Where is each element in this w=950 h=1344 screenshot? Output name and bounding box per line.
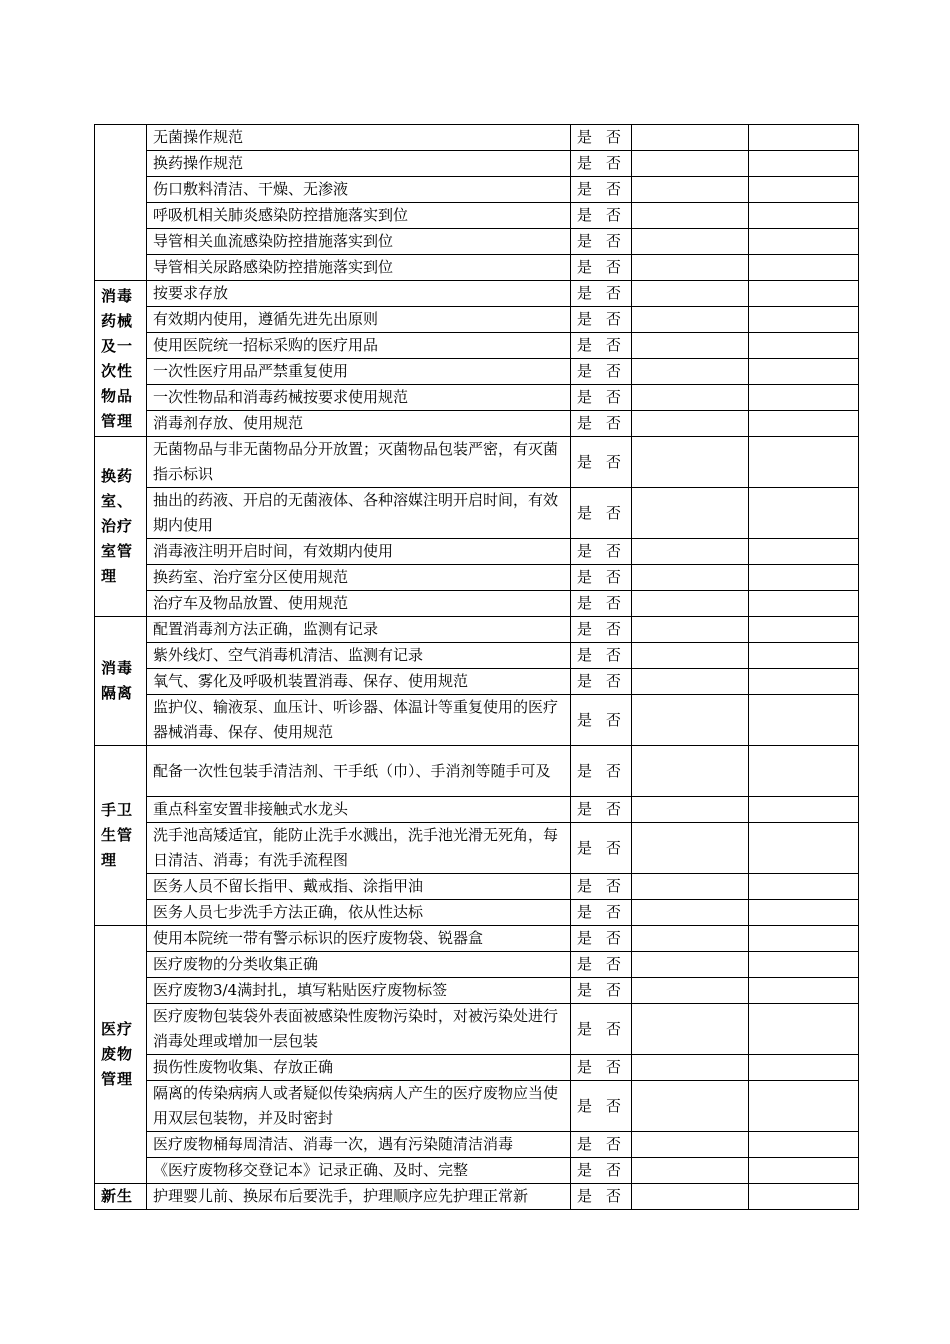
table-row [95,333,859,359]
check-item-text: 监护仪、输液泵、血压计、听诊器、体温计等重复使用的医疗器械消毒、保存、使用规范 [147,695,571,746]
yes-no-cell[interactable] [571,695,632,746]
no-option[interactable]: 否 [606,929,622,947]
blank-cell[interactable] [632,746,749,797]
yes-no-cell[interactable] [571,359,632,385]
blank-cell[interactable] [632,1158,749,1184]
blank-cell[interactable] [749,823,859,874]
no-option[interactable]: 否 [606,800,622,818]
blank-cell[interactable] [749,488,859,539]
table-row [95,823,859,874]
no-option[interactable]: 否 [606,672,622,690]
blank-cell[interactable] [632,617,749,643]
yes-no-cell[interactable] [571,746,632,797]
yes-no-cell[interactable] [571,125,632,151]
blank-cell[interactable] [632,823,749,874]
check-item-text: 《医疗废物移交登记本》记录正确、及时、完整 [147,1158,571,1184]
table-row [95,125,859,151]
table-row [95,643,859,669]
blank-cell[interactable] [749,255,859,281]
no-option[interactable]: 否 [606,981,622,999]
yes-option[interactable]: 是 [577,154,593,172]
blank-cell[interactable] [632,1081,749,1132]
no-option[interactable]: 否 [606,206,622,224]
check-item-text: 无菌物品与非无菌物品分开放置；灭菌物品包装严密，有灭菌指示标识 [147,437,571,488]
blank-cell[interactable] [749,1055,859,1081]
blank-cell[interactable] [632,797,749,823]
blank-cell[interactable] [632,539,749,565]
blank-cell[interactable] [632,591,749,617]
yes-no-cell[interactable] [571,978,632,1004]
check-item-text: 配备一次性包装手清洁剂、干手纸（巾）、手消剂等随手可及 [147,746,571,797]
yes-no-cell[interactable] [571,333,632,359]
yes-no-cell[interactable] [571,437,632,488]
check-item-text: 抽出的药液、开启的无菌液体、各种溶媒注明开启时间，有效期内使用 [147,488,571,539]
category-cell: 换药室、治疗室管理 [95,437,147,617]
blank-cell[interactable] [632,333,749,359]
no-option[interactable]: 否 [606,594,622,612]
check-item-text: 洗手池高矮适宜，能防止洗手水溅出，洗手池光滑无死角，每日清洁、消毒；有洗手流程图 [147,823,571,874]
blank-cell[interactable] [749,1004,859,1055]
blank-cell[interactable] [749,1081,859,1132]
blank-cell[interactable] [749,617,859,643]
table-row [95,307,859,333]
yes-option[interactable]: 是 [577,180,593,198]
yes-no-cell[interactable] [571,823,632,874]
category-cell: 消毒隔离 [95,617,147,746]
check-item-text: 损伤性废物收集、存放正确 [147,1055,571,1081]
table-row [95,617,859,643]
check-item-text: 治疗车及物品放置、使用规范 [147,591,571,617]
blank-cell[interactable] [632,900,749,926]
table-row [95,874,859,900]
table-row [95,1184,859,1210]
blank-cell[interactable] [632,669,749,695]
yes-no-cell[interactable] [571,643,632,669]
yes-option[interactable]: 是 [577,646,593,664]
yes-no-cell[interactable] [571,591,632,617]
yes-option[interactable]: 是 [577,877,593,895]
table-row [95,229,859,255]
yes-no-cell[interactable] [571,1158,632,1184]
table-row [95,177,859,203]
blank-cell[interactable] [632,1055,749,1081]
category-cell: 新生 [95,1184,147,1210]
check-item-text: 使用医院统一招标采购的医疗用品 [147,333,571,359]
blank-cell[interactable] [749,385,859,411]
yes-no-cell[interactable] [571,411,632,437]
blank-cell[interactable] [632,437,749,488]
no-option[interactable]: 否 [606,336,622,354]
check-item-text: 换药室、治疗室分区使用规范 [147,565,571,591]
check-item-text: 消毒剂存放、使用规范 [147,411,571,437]
no-option[interactable]: 否 [606,310,622,328]
check-item-text: 导管相关尿路感染防控措施落实到位 [147,255,571,281]
yes-option[interactable]: 是 [577,542,593,560]
blank-cell[interactable] [632,359,749,385]
no-option[interactable]: 否 [606,903,622,921]
yes-no-cell[interactable] [571,1184,632,1210]
yes-no-cell[interactable] [571,255,632,281]
yes-no-cell[interactable] [571,926,632,952]
check-item-text: 配置消毒剂方法正确，监测有记录 [147,617,571,643]
no-option[interactable]: 否 [606,542,622,560]
yes-option[interactable]: 是 [577,903,593,921]
check-item-text: 一次性物品和消毒药械按要求使用规范 [147,385,571,411]
no-option[interactable]: 否 [606,761,622,780]
table-row [95,281,859,307]
yes-no-cell[interactable] [571,617,632,643]
check-item-text: 医务人员七步洗手方法正确，依从性达标 [147,900,571,926]
check-item-text: 按要求存放 [147,281,571,307]
check-item-text: 无菌操作规范 [147,125,571,151]
blank-cell[interactable] [632,488,749,539]
yes-option[interactable]: 是 [577,1187,593,1205]
check-item-text: 有效期内使用，遵循先进先出原则 [147,307,571,333]
yes-no-cell[interactable] [571,229,632,255]
blank-cell[interactable] [632,255,749,281]
blank-cell[interactable] [749,874,859,900]
table-row [95,746,859,797]
blank-cell[interactable] [632,151,749,177]
blank-cell[interactable] [632,978,749,1004]
table-row [95,1004,859,1055]
blank-cell[interactable] [749,695,859,746]
check-item-text: 氧气、雾化及呼吸机装置消毒、保存、使用规范 [147,669,571,695]
blank-cell[interactable] [749,333,859,359]
yes-option[interactable]: 是 [577,838,593,857]
category-cell [95,125,147,281]
no-option[interactable]: 否 [606,838,622,857]
blank-cell[interactable] [749,281,859,307]
blank-cell[interactable] [632,411,749,437]
no-option[interactable]: 否 [606,180,622,198]
check-item-text: 医疗废物包装袋外表面被感染性废物污染时，对被污染处进行消毒处理或增加一层包装 [147,1004,571,1055]
blank-cell[interactable] [749,359,859,385]
blank-cell[interactable] [749,926,859,952]
no-option[interactable]: 否 [606,232,622,250]
no-option[interactable]: 否 [606,1187,622,1205]
category-cell: 手卫生管理 [95,746,147,926]
table-row [95,1158,859,1184]
checklist-body [95,125,859,1210]
yes-no-cell[interactable] [571,307,632,333]
no-option[interactable]: 否 [606,1161,622,1179]
table-row [95,1081,859,1132]
no-option[interactable]: 否 [606,452,622,471]
blank-cell[interactable] [632,125,749,151]
no-option[interactable]: 否 [606,414,622,432]
blank-cell[interactable] [749,978,859,1004]
table-row [95,359,859,385]
yes-no-cell[interactable] [571,1081,632,1132]
blank-cell[interactable] [749,591,859,617]
no-option[interactable]: 否 [606,154,622,172]
yes-option[interactable]: 是 [577,310,593,328]
yes-option[interactable]: 是 [577,1019,593,1038]
yes-no-cell[interactable] [571,281,632,307]
no-option[interactable]: 否 [606,710,622,729]
blank-cell[interactable] [632,1184,749,1210]
table-row [95,565,859,591]
yes-no-cell[interactable] [571,1004,632,1055]
no-option[interactable]: 否 [606,388,622,406]
yes-option[interactable]: 是 [577,761,593,780]
yes-no-cell[interactable] [571,1055,632,1081]
blank-cell[interactable] [749,797,859,823]
yes-option[interactable]: 是 [577,672,593,690]
blank-cell[interactable] [749,643,859,669]
check-item-text: 换药操作规范 [147,151,571,177]
table-row [95,411,859,437]
blank-cell[interactable] [632,926,749,952]
table-row [95,797,859,823]
no-option[interactable]: 否 [606,1135,622,1153]
yes-option[interactable]: 是 [577,800,593,818]
category-cell: 医疗废物管理 [95,926,147,1184]
blank-cell[interactable] [749,177,859,203]
category-cell: 消毒药械及一次性物品管理 [95,281,147,437]
check-item-text: 重点科室安置非接触式水龙头 [147,797,571,823]
blank-cell[interactable] [749,746,859,797]
yes-no-cell[interactable] [571,177,632,203]
yes-option[interactable]: 是 [577,1135,593,1153]
checklist-table [94,124,859,1210]
no-option[interactable]: 否 [606,362,622,380]
table-row [95,926,859,952]
yes-option[interactable]: 是 [577,128,593,146]
blank-cell[interactable] [749,307,859,333]
check-item-text: 医务人员不留长指甲、戴戒指、涂指甲油 [147,874,571,900]
blank-cell[interactable] [632,203,749,229]
blank-cell[interactable] [749,437,859,488]
yes-no-cell[interactable] [571,1132,632,1158]
yes-option[interactable]: 是 [577,1058,593,1076]
yes-no-cell[interactable] [571,203,632,229]
no-option[interactable]: 否 [606,1096,622,1115]
blank-cell[interactable] [632,385,749,411]
no-option[interactable]: 否 [606,284,622,302]
check-item-text: 医疗废物的分类收集正确 [147,952,571,978]
check-item-text: 隔离的传染病病人或者疑似传染病病人产生的医疗废物应当使用双层包装物，并及时密封 [147,1081,571,1132]
blank-cell[interactable] [632,1004,749,1055]
table-row [95,151,859,177]
yes-option[interactable]: 是 [577,955,593,973]
yes-no-cell[interactable] [571,900,632,926]
yes-option[interactable]: 是 [577,336,593,354]
yes-no-cell[interactable] [571,565,632,591]
yes-option[interactable]: 是 [577,929,593,947]
yes-option[interactable]: 是 [577,594,593,612]
table-row [95,695,859,746]
yes-option[interactable]: 是 [577,258,593,276]
yes-no-cell[interactable] [571,385,632,411]
table-row [95,591,859,617]
blank-cell[interactable] [632,695,749,746]
blank-cell[interactable] [749,565,859,591]
blank-cell[interactable] [749,900,859,926]
no-option[interactable]: 否 [606,503,622,522]
table-row [95,1132,859,1158]
yes-option[interactable]: 是 [577,284,593,302]
table-row [95,385,859,411]
no-option[interactable]: 否 [606,568,622,586]
yes-option[interactable]: 是 [577,414,593,432]
yes-no-cell[interactable] [571,874,632,900]
yes-option[interactable]: 是 [577,710,593,729]
blank-cell[interactable] [632,307,749,333]
yes-option[interactable]: 是 [577,1161,593,1179]
check-item-text: 护理婴儿前、换尿布后要洗手，护理顺序应先护理正常新 [147,1184,571,1210]
blank-cell[interactable] [749,669,859,695]
blank-cell[interactable] [749,539,859,565]
check-item-text: 使用本院统一带有警示标识的医疗废物袋、锐器盒 [147,926,571,952]
table-row [95,203,859,229]
table-row [95,669,859,695]
no-option[interactable]: 否 [606,877,622,895]
check-item-text: 消毒液注明开启时间，有效期内使用 [147,539,571,565]
table-row [95,978,859,1004]
blank-cell[interactable] [749,1132,859,1158]
check-item-text: 紫外线灯、空气消毒机清洁、监测有记录 [147,643,571,669]
blank-cell[interactable] [749,1184,859,1210]
yes-option[interactable]: 是 [577,1096,593,1115]
blank-cell[interactable] [632,281,749,307]
blank-cell[interactable] [749,151,859,177]
no-option[interactable]: 否 [606,620,622,638]
table-row [95,437,859,488]
yes-option[interactable]: 是 [577,206,593,224]
blank-cell[interactable] [632,874,749,900]
no-option[interactable]: 否 [606,258,622,276]
no-option[interactable]: 否 [606,646,622,664]
blank-cell[interactable] [749,125,859,151]
blank-cell[interactable] [632,565,749,591]
yes-no-cell[interactable] [571,151,632,177]
no-option[interactable]: 否 [606,128,622,146]
blank-cell[interactable] [632,1132,749,1158]
yes-option[interactable]: 是 [577,503,593,522]
blank-cell[interactable] [632,643,749,669]
yes-option[interactable]: 是 [577,568,593,586]
blank-cell[interactable] [632,952,749,978]
blank-cell[interactable] [749,203,859,229]
yes-option[interactable]: 是 [577,388,593,406]
blank-cell[interactable] [632,229,749,255]
blank-cell[interactable] [749,1158,859,1184]
table-row [95,539,859,565]
blank-cell[interactable] [749,952,859,978]
check-item-text: 呼吸机相关肺炎感染防控措施落实到位 [147,203,571,229]
blank-cell[interactable] [749,411,859,437]
no-option[interactable]: 否 [606,1058,622,1076]
yes-option[interactable]: 是 [577,362,593,380]
no-option[interactable]: 否 [606,1019,622,1038]
table-row [95,1055,859,1081]
check-item-text: 医疗废物3/4满封扎，填写粘贴医疗废物标签 [147,978,571,1004]
check-item-text: 伤口敷料清洁、干燥、无渗液 [147,177,571,203]
yes-no-cell[interactable] [571,669,632,695]
table-row [95,488,859,539]
blank-cell[interactable] [632,177,749,203]
yes-option[interactable]: 是 [577,620,593,638]
yes-no-cell[interactable] [571,539,632,565]
yes-no-cell[interactable] [571,952,632,978]
check-item-text: 医疗废物桶每周清洁、消毒一次，遇有污染随清洁消毒 [147,1132,571,1158]
yes-option[interactable]: 是 [577,452,593,471]
table-row [95,900,859,926]
table-row [95,255,859,281]
check-item-text: 导管相关血流感染防控措施落实到位 [147,229,571,255]
yes-no-cell[interactable] [571,488,632,539]
yes-no-cell[interactable] [571,797,632,823]
yes-option[interactable]: 是 [577,232,593,250]
blank-cell[interactable] [749,229,859,255]
check-item-text: 一次性医疗用品严禁重复使用 [147,359,571,385]
no-option[interactable]: 否 [606,955,622,973]
table-row [95,952,859,978]
yes-option[interactable]: 是 [577,981,593,999]
